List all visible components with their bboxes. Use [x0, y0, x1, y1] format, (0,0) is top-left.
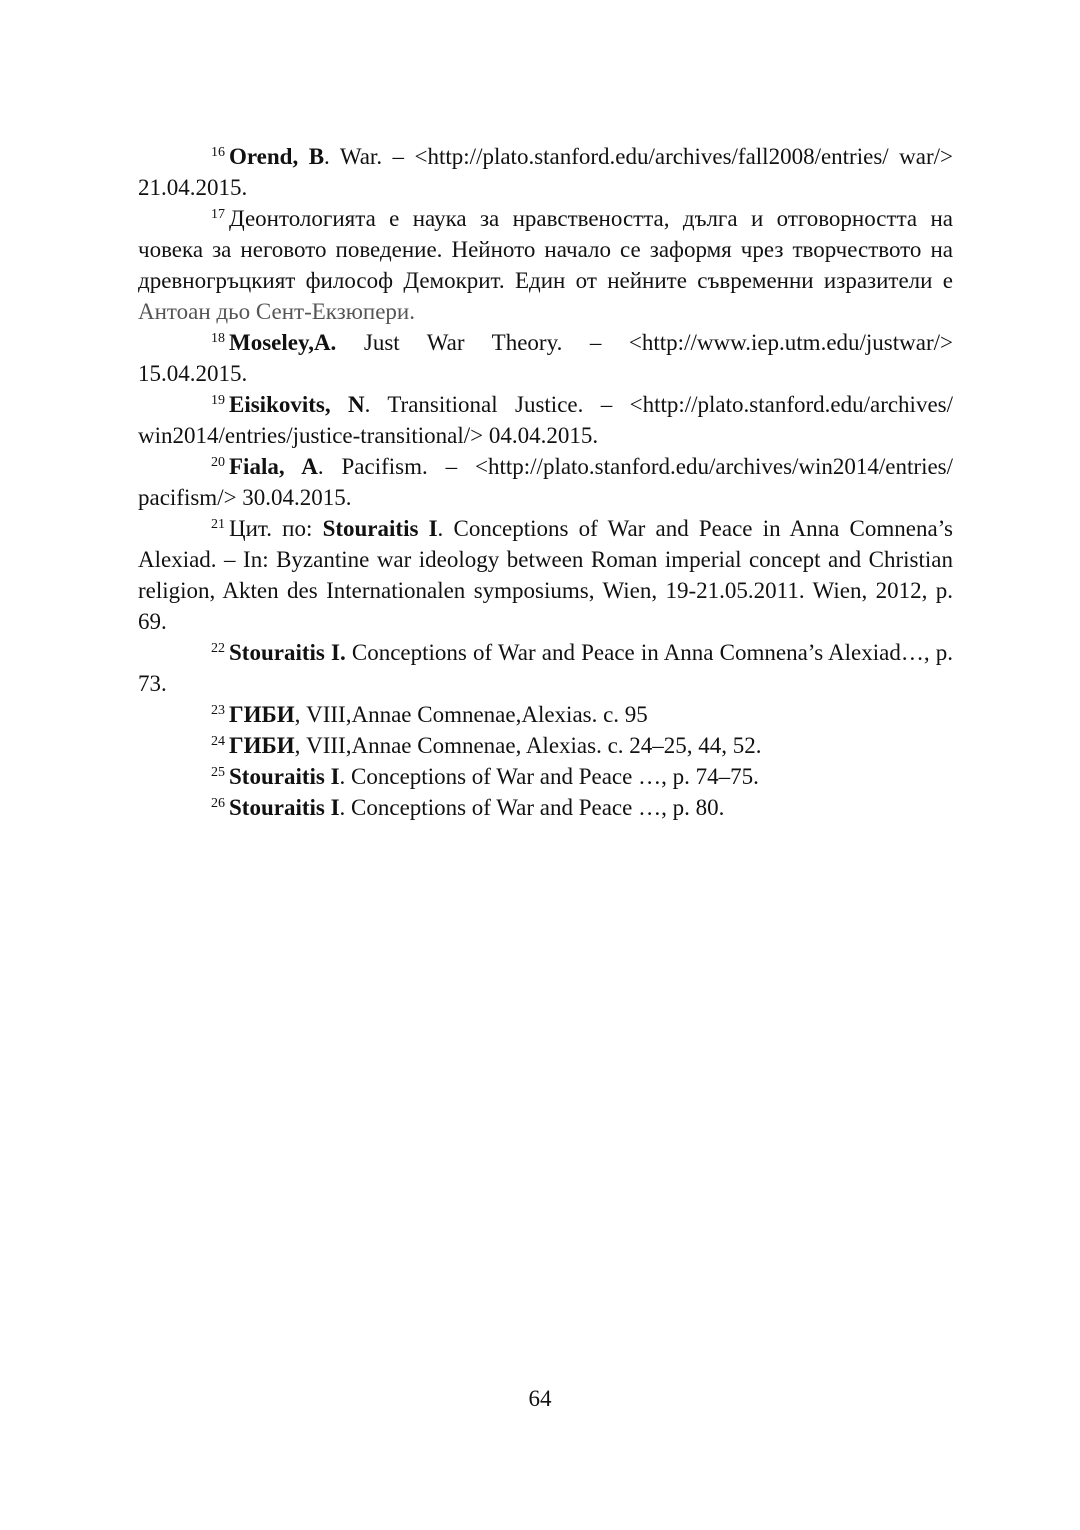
footnote-text: Антоан дьо Сент-Екзюпери.	[138, 299, 415, 324]
footnote-author: Stouraitis I.	[229, 640, 346, 665]
footnote-author: ГИБИ	[229, 733, 295, 758]
footnote-author: Stouraitis I	[229, 795, 340, 820]
footnote-text: . Conceptions of War and Peace …, p. 74–75.	[339, 764, 759, 789]
footnote-number: 22	[211, 641, 225, 656]
footnote-number: 18	[211, 331, 225, 346]
footnote-19	[138, 389, 953, 451]
footnote-number: 16	[211, 145, 225, 160]
footnote-number: 26	[211, 796, 225, 811]
footnote-author: Fiala, A	[229, 454, 318, 479]
page-number: 64	[528, 1386, 552, 1411]
footnote-25	[138, 761, 953, 792]
footnote-24	[138, 730, 953, 761]
footnote-text: Just War Theory. – <http://www.iep.utm.edu/justwar/> 15.04.2015.	[138, 330, 953, 386]
footnote-author: Stouraitis I	[229, 764, 340, 789]
footnote-number: 23	[211, 703, 225, 718]
footnote-text: , VIII,Annae Comnenae, Alexias. с. 24–25, 44, 52.	[294, 733, 762, 758]
footnote-number: 21	[211, 517, 225, 532]
footnote-author: Eisikovits, N	[229, 392, 365, 417]
footnote-17	[138, 203, 953, 327]
footnotes-list	[138, 141, 953, 823]
footnote-number: 24	[211, 734, 225, 749]
footnote-text: , VIII,Annae Comnenae,Alexias. с. 95	[294, 702, 648, 727]
footnote-text: . Conceptions of War and Peace in Anna Comnena’s Alexiad. – In: Byzantine war ideology between Roman imperial concept and Christian religion, Akten des Internationalen symposiums, Wien, 19-21.05.2011. Wien, 2012, p. 69.	[138, 516, 953, 634]
footnote-text: Деонтологията е наука за нравствеността, дълга и отговорността на човека за неговото поведение. Нейното начало се заформя чрез творчеството на древногръцкият философ Демокрит. Един от нейните съвременни изразители е	[138, 206, 953, 293]
footnote-text: . War. – <http://plato.stanford.edu/archives/fall2008/entries/ war/> 21.04.2015.	[138, 144, 953, 200]
footnote-20	[138, 451, 953, 513]
footnote-26	[138, 792, 953, 823]
footnote-text: . Transitional Justice. – <http://plato.stanford.edu/archives/ win2014/entries/justice-transitional/> 04.04.2015.	[138, 392, 954, 448]
footnote-text: Цит. по:	[229, 516, 323, 541]
footnote-author: Orend, B	[229, 144, 325, 169]
footnote-18	[138, 327, 953, 389]
footnote-21	[138, 513, 953, 637]
footnote-23	[138, 699, 953, 730]
footnote-author: Moseley,A.	[229, 330, 337, 355]
footnote-text: . Conceptions of War and Peace …, p. 80.	[339, 795, 725, 820]
footnote-text: . Pacifism. – <http://plato.stanford.edu/archives/win2014/entries/ pacifism/> 30.04.2015.	[138, 454, 954, 510]
footnote-22	[138, 637, 953, 699]
footnote-16	[138, 141, 953, 203]
footnote-text: Conceptions of War and Peace in Anna Comnena’s Alexiad…, p. 73.	[138, 640, 953, 696]
footnote-number: 17	[211, 207, 225, 222]
footnote-author: ГИБИ	[229, 702, 295, 727]
footnote-number: 20	[211, 455, 225, 470]
footnote-number: 25	[211, 765, 225, 780]
footnote-author: Stouraitis I	[322, 516, 438, 541]
footnote-number: 19	[211, 393, 225, 408]
